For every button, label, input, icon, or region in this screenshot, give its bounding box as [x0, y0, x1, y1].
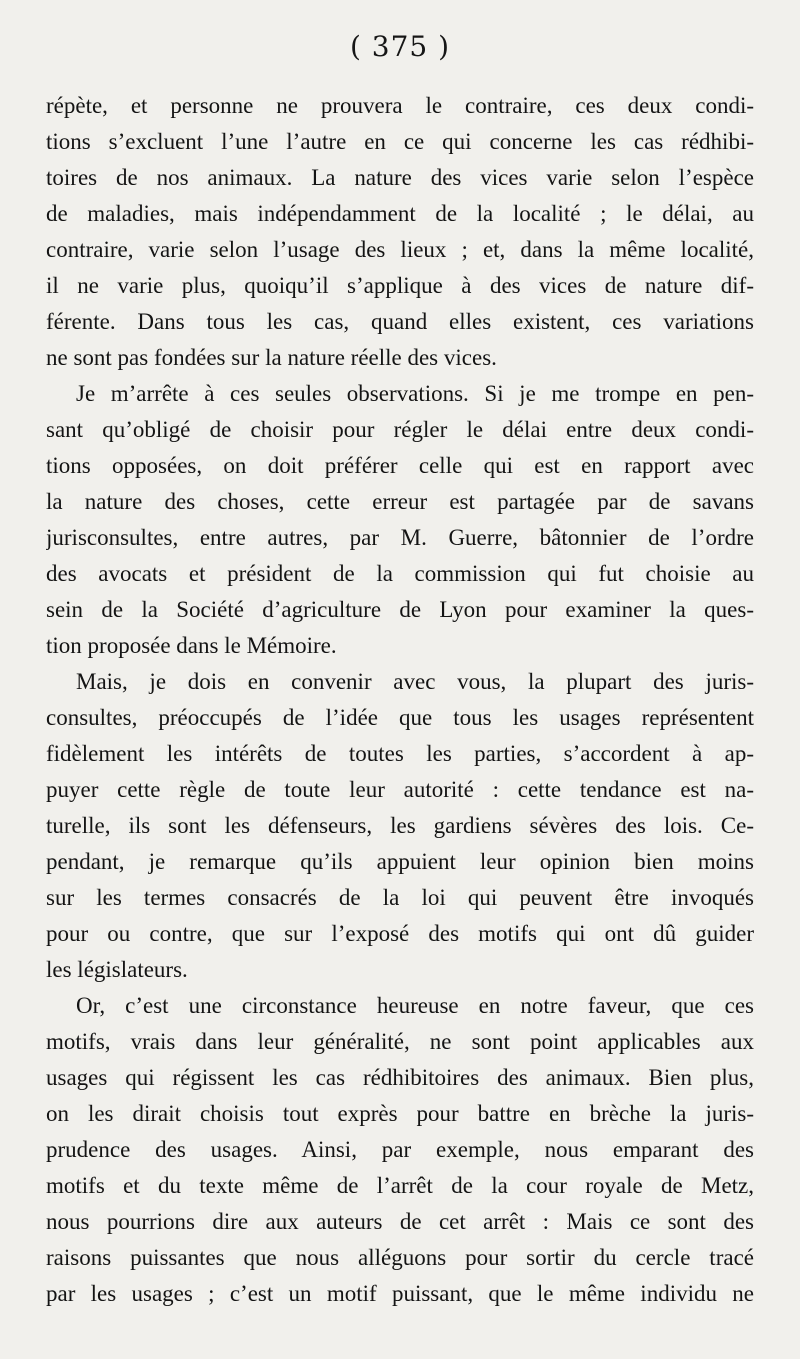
paragraph-4	[46, 988, 754, 1312]
text-line: par les usages ; c’est un motif puissant, que le même individu ne	[46, 1281, 754, 1306]
text-line: de maladies, mais indépendamment de la localité ; le délai, au	[46, 201, 754, 226]
text-line: la nature des choses, cette erreur est partagée par de savans	[46, 489, 754, 514]
text-line: pendant, je remarque qu’ils appuient leur opinion bien moins	[46, 849, 754, 874]
paragraph-3	[46, 664, 754, 988]
text-line: sur les termes consacrés de la loi qui peuvent être invoqués	[46, 885, 754, 910]
text-line: tion proposée dans le Mémoire.	[46, 633, 337, 658]
page-body	[46, 88, 754, 1312]
text-line: Mais, je dois en convenir avec vous, la plupart des juris-	[76, 669, 754, 694]
text-line: nous pourrions dire aux auteurs de cet arrêt : Mais ce sont des	[46, 1209, 754, 1234]
text-line: fidèlement les intérêts de toutes les parties, s’accordent à ap-	[46, 741, 754, 766]
paragraph-1	[46, 88, 754, 376]
text-line: contraire, varie selon l’usage des lieux ; et, dans la même localité,	[46, 237, 754, 262]
text-line: sant qu’obligé de choisir pour régler le délai entre deux condi-	[46, 417, 754, 442]
text-line: Je m’arrête à ces seules observations. Si je me trompe en pen-	[76, 381, 754, 406]
text-line: turelle, ils sont les défenseurs, les gardiens sévères des lois. Ce-	[46, 813, 754, 838]
text-line: tions s’excluent l’une l’autre en ce qui concerne les cas rédhibi-	[46, 129, 754, 154]
text-line: il ne varie plus, quoiqu’il s’applique à des vices de nature dif-	[46, 273, 754, 298]
text-line: sein de la Société d’agriculture de Lyon pour examiner la ques-	[46, 597, 754, 622]
text-line: prudence des usages. Ainsi, par exemple, nous emparant des	[46, 1137, 754, 1162]
text-line: des avocats et président de la commission qui fut choisie au	[46, 561, 754, 586]
text-line: consultes, préoccupés de l’idée que tous les usages représentent	[46, 705, 754, 730]
text-line: pour ou contre, que sur l’exposé des motifs qui ont dû guider	[46, 921, 754, 946]
paragraph-2	[46, 376, 754, 664]
text-line: raisons puissantes que nous alléguons pour sortir du cercle tracé	[46, 1245, 754, 1270]
text-line: toires de nos animaux. La nature des vices varie selon l’espèce	[46, 165, 754, 190]
text-line: tions opposées, on doit préférer celle qui est en rapport avec	[46, 453, 754, 478]
text-line: motifs et du texte même de l’arrêt de la cour royale de Metz,	[46, 1173, 754, 1198]
page-number: ( 375 )	[349, 30, 451, 63]
text-line: ne sont pas fondées sur la nature réelle des vices.	[46, 345, 497, 370]
text-line: on les dirait choisis tout exprès pour battre en brèche la juris-	[46, 1101, 754, 1126]
text-line: les législateurs.	[46, 957, 188, 982]
text-line: motifs, vrais dans leur généralité, ne sont point applicables aux	[46, 1029, 754, 1054]
text-line: répète, et personne ne prouvera le contraire, ces deux condi-	[46, 93, 754, 118]
text-line: usages qui régissent les cas rédhibitoires des animaux. Bien plus,	[46, 1065, 754, 1090]
text-line: puyer cette règle de toute leur autorité : cette tendance est na-	[46, 777, 754, 802]
text-line: jurisconsultes, entre autres, par M. Guerre, bâtonnier de l’ordre	[46, 525, 754, 550]
text-line: férente. Dans tous les cas, quand elles existent, ces variations	[46, 309, 754, 334]
text-line: Or, c’est une circonstance heureuse en notre faveur, que ces	[76, 993, 754, 1018]
